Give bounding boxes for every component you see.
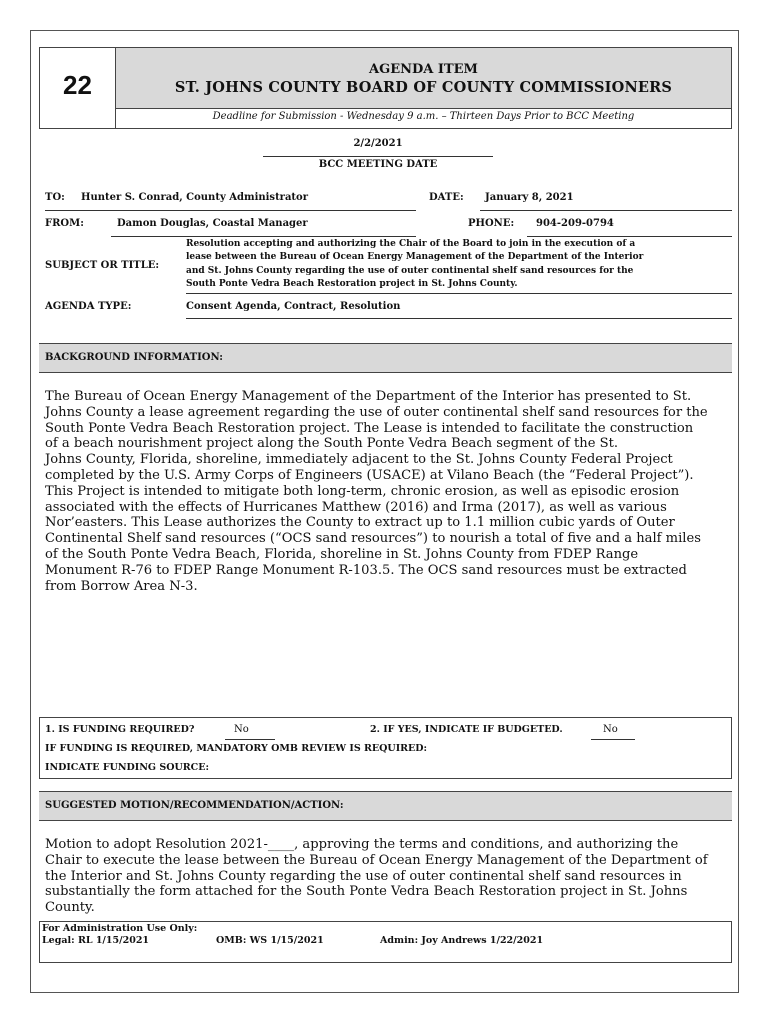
subject-line: and St. Johns County regarding the use of outer continental shelf sand resources for the bbox=[186, 265, 634, 276]
subject-label: SUBJECT OR TITLE: bbox=[45, 260, 160, 271]
background-line: of the South Ponte Vedra Beach, Florida, shoreline in St. Johns County from FDEP Range bbox=[45, 546, 639, 562]
background-line: Johns County a lease agreement regarding the use of outer continental shelf sand resources for the bbox=[45, 404, 708, 420]
funding-required-label: 1. IS FUNDING REQUIRED? bbox=[45, 724, 195, 735]
budgeted-value: No bbox=[603, 724, 618, 735]
background-line: completed by the U.S. Army Corps of Engineers (USACE) at Vilano Beach (the “Federal Project”). bbox=[45, 467, 694, 483]
funding-required-value: No bbox=[234, 724, 249, 735]
deadline-note: Deadline for Submission - Wednesday 9 a.m. – Thirteen Days Prior to BCC Meeting bbox=[212, 111, 635, 122]
budgeted-label: 2. IF YES, INDICATE IF BUDGETED. bbox=[370, 724, 563, 735]
background-line: associated with the effects of Hurricanes Matthew (2016) and Irma (2017), as well as various bbox=[45, 499, 667, 515]
agenda-item-heading: AGENDA ITEM bbox=[369, 62, 478, 77]
background-text bbox=[45, 389, 726, 594]
meeting-date-underline bbox=[263, 156, 493, 157]
motion-heading: SUGGESTED MOTION/RECOMMENDATION/ACTION: bbox=[39, 791, 732, 821]
phone-value: 904-209-0794 bbox=[536, 218, 614, 229]
motion-line: Motion to adopt Resolution 2021-____, approving the terms and conditions, and authorizing the bbox=[45, 837, 679, 852]
agenda-header bbox=[39, 47, 732, 129]
funding-box bbox=[39, 717, 732, 779]
admin-use-box bbox=[39, 921, 732, 963]
background-line: Nor’easters. This Lease authorizes the County to extract up to 1.1 million cubic yards of Outer bbox=[45, 515, 675, 531]
motion-text bbox=[45, 837, 726, 916]
admin-legal: Legal: RL 1/15/2021 bbox=[42, 935, 150, 946]
agenda-title-cell bbox=[116, 48, 731, 109]
from-underline bbox=[111, 236, 416, 237]
agenda-type-underline bbox=[186, 318, 732, 319]
motion-line: Chair to execute the lease between the Bureau of Ocean Energy Management of the Department of bbox=[45, 852, 708, 868]
board-name: ST. JOHNS COUNTY BOARD OF COUNTY COMMISSIONERS bbox=[174, 79, 673, 96]
background-line: Johns County, Florida, shoreline, immediately adjacent to the St. Johns County Federal Project bbox=[45, 452, 673, 468]
date-label: DATE: bbox=[429, 192, 464, 203]
background-line: The Bureau of Ocean Energy Management of the Department of the Interior has presented to St. bbox=[45, 389, 692, 404]
admin-omb: OMB: WS 1/15/2021 bbox=[216, 935, 324, 946]
admin-use-title: For Administration Use Only: bbox=[42, 923, 198, 934]
agenda-type-value: Consent Agenda, Contract, Resolution bbox=[186, 301, 401, 312]
subject-line: South Ponte Vedra Beach Restoration project in St. Johns County. bbox=[186, 278, 518, 289]
to-value: Hunter S. Conrad, County Administrator bbox=[81, 192, 308, 203]
from-label: FROM: bbox=[45, 218, 84, 229]
background-line: from Borrow Area N-3. bbox=[45, 578, 198, 594]
meeting-date-value: 2/2/2021 bbox=[353, 138, 403, 149]
agenda-item-number-cell bbox=[40, 48, 116, 128]
background-line: Continental Shelf sand resources (“OCS sand resources”) to nourish a total of five and a half miles bbox=[45, 531, 701, 547]
subject-line: Resolution accepting and authorizing the Chair of the Board to join in the execution of a bbox=[186, 239, 636, 249]
meeting-date-label: BCC MEETING DATE bbox=[318, 159, 438, 170]
omb-review-label: IF FUNDING IS REQUIRED, MANDATORY OMB REVIEW IS REQUIRED: bbox=[45, 743, 428, 754]
agenda-type-label: AGENDA TYPE: bbox=[45, 301, 132, 312]
from-value: Damon Douglas, Coastal Manager bbox=[117, 218, 308, 229]
subject-underline bbox=[186, 293, 732, 294]
phone-underline bbox=[527, 236, 732, 237]
date-value: January 8, 2021 bbox=[485, 192, 574, 203]
background-line: This Project is intended to mitigate both long-term, chronic erosion, as well as episodic erosion bbox=[45, 483, 680, 499]
motion-line: the Interior and St. Johns County regarding the use of outer continental shelf sand resources in bbox=[45, 868, 682, 884]
to-underline bbox=[45, 210, 416, 211]
agenda-item-number: 22 bbox=[63, 70, 92, 100]
motion-line: substantially the form attached for the South Ponte Vedra Beach Restoration project in St. Johns bbox=[45, 884, 688, 900]
background-line: of a beach nourishment project along the South Ponte Vedra Beach segment of the St. bbox=[45, 436, 619, 452]
to-label: TO: bbox=[45, 192, 65, 203]
admin-approver: Admin: Joy Andrews 1/22/2021 bbox=[380, 935, 544, 946]
background-line: South Ponte Vedra Beach Restoration project. The Lease is intended to facilitate the construction bbox=[45, 420, 694, 436]
subject-line: lease between the Bureau of Ocean Energy Management of the Department of the Interior bbox=[186, 252, 644, 263]
phone-label: PHONE: bbox=[468, 218, 515, 229]
funding-source-label: INDICATE FUNDING SOURCE: bbox=[45, 762, 209, 773]
budgeted-underline bbox=[591, 739, 635, 740]
background-line: Monument R-76 to FDEP Range Monument R-103.5. The OCS sand resources must be extracted bbox=[45, 562, 687, 578]
subject-text bbox=[186, 238, 732, 291]
date-underline bbox=[480, 210, 732, 211]
background-heading: BACKGROUND INFORMATION: bbox=[39, 343, 732, 373]
agenda-page bbox=[30, 30, 739, 993]
funding-required-underline bbox=[225, 739, 275, 740]
motion-line: County. bbox=[45, 900, 95, 916]
